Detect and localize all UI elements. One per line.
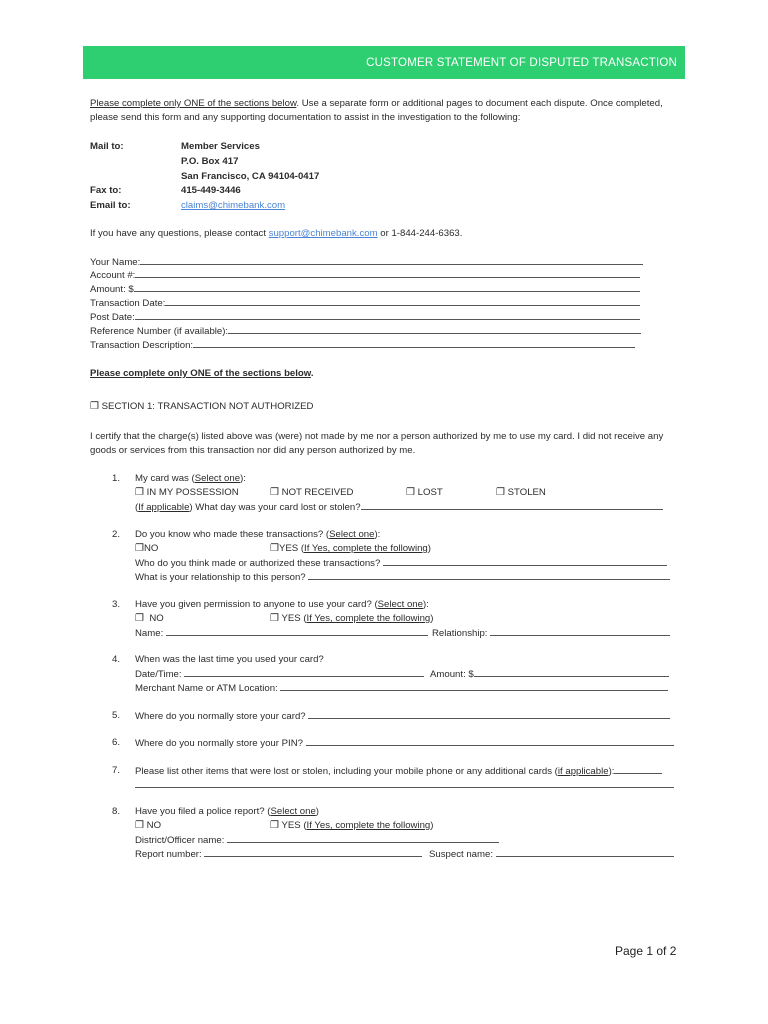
field-line[interactable]: [306, 736, 674, 746]
q1-option-stolen[interactable]: [496, 486, 546, 500]
q2-relationship-field[interactable]: [135, 570, 670, 585]
field-line[interactable]: [135, 778, 674, 788]
field-transaction-description[interactable]: [90, 338, 635, 353]
option-label: NO: [143, 543, 159, 554]
q8-district-field[interactable]: [135, 833, 499, 848]
field-label: What is your relationship to this person?: [135, 572, 306, 583]
page-number: Page 1 of 2: [615, 944, 677, 958]
q8-option-no[interactable]: [135, 819, 161, 833]
if-yes-note: If Yes, complete the following: [304, 543, 428, 554]
form-title-banner: [83, 46, 685, 79]
if-yes-note: If Yes, complete the following: [306, 820, 431, 831]
option-label: YES (: [278, 543, 305, 554]
checkbox-icon[interactable]: ❐: [270, 487, 279, 498]
mail-line-3: San Francisco, CA 94104-0417: [181, 171, 320, 182]
notice-period: .: [310, 368, 314, 379]
question-number: 5.: [112, 710, 121, 721]
checkbox-icon[interactable]: ❐: [135, 613, 144, 624]
field-line[interactable]: [165, 296, 640, 306]
form-title: CUSTOMER STATEMENT OF DISPUTED TRANSACTION: [366, 56, 677, 69]
intro-rest: . Use a separate form or additional pages to document each dispute. Once completed, please send this form and any supporting documentation to assist in the investigation to the following:: [90, 98, 663, 123]
if-yes-note: If Yes, complete the following: [306, 613, 431, 624]
field-line[interactable]: [134, 282, 640, 292]
option-label: NO: [149, 613, 164, 624]
field-line[interactable]: [308, 570, 670, 580]
field-label: Merchant Name or ATM Location:: [135, 683, 278, 694]
field-label: Date/Time:: [135, 669, 182, 680]
select-one-note: Select one: [270, 806, 316, 817]
sections-notice: [90, 367, 314, 381]
option-label: LOST: [417, 487, 443, 498]
q3-option-yes[interactable]: ❐ YES (If Yes, complete the following): [270, 613, 434, 624]
question-number: 2.: [112, 529, 121, 540]
q7-other-items-field[interactable]: Please list other items that were lost or stolen, including your mobile phone or any additional cards (if applicable):: [135, 764, 662, 779]
field-transaction-date[interactable]: [90, 296, 640, 311]
question-number: 6.: [112, 737, 121, 748]
q1-option-not-received[interactable]: [270, 486, 353, 500]
q2-suffix: ):: [374, 529, 381, 540]
field-line[interactable]: [227, 833, 499, 843]
q7-continuation-line[interactable]: [135, 778, 674, 793]
fax-label: Fax to:: [90, 185, 122, 196]
certification-text: I certify that the charge(s) listed above was (were) not made by me nor a person authorized by me to use my card. I did not receive any goods or services from this transaction nor did any person authorized by me.: [90, 431, 664, 456]
field-line[interactable]: [135, 310, 640, 320]
q3-name-field[interactable]: [135, 626, 428, 641]
field-label: Amount: $: [90, 284, 134, 295]
field-label: Where do you normally store your card?: [135, 711, 306, 722]
checkbox-icon[interactable]: ❐: [496, 487, 505, 498]
field-line[interactable]: [308, 709, 670, 719]
option-label: IN MY POSSESSION: [146, 487, 239, 498]
intro-paragraph: [90, 97, 670, 125]
q1-option-lost[interactable]: [406, 486, 443, 500]
field-label: Report number:: [135, 849, 202, 860]
q2-who-field[interactable]: [135, 556, 667, 571]
section-1-title: SECTION 1: TRANSACTION NOT AUTHORIZED: [101, 401, 314, 412]
mail-line-2: P.O. Box 417: [181, 156, 239, 167]
q1-option-in-possession[interactable]: [135, 486, 239, 500]
field-label: Your Name:: [90, 257, 141, 268]
field-label: Who do you think made or authorized these transactions?: [135, 558, 381, 569]
section-1-checkbox[interactable]: ❐: [90, 401, 99, 412]
notice-text: Please complete only ONE of the sections below: [90, 368, 311, 379]
select-one-note: Select one: [377, 599, 423, 610]
field-line[interactable]: [228, 324, 641, 334]
field-line[interactable]: [166, 626, 428, 636]
field-amount[interactable]: [90, 282, 640, 297]
field-label: Transaction Description:: [90, 340, 194, 351]
field-line[interactable]: [184, 667, 424, 677]
field-label: Transaction Date:: [90, 298, 166, 309]
mail-to-label: Mail to:: [90, 141, 124, 152]
question-number: 3.: [112, 599, 121, 610]
field-line[interactable]: [361, 500, 663, 510]
field-label: Amount: $: [430, 669, 474, 680]
questions-phone: or 1-844-244-6363.: [377, 228, 463, 239]
checkbox-icon[interactable]: ❐: [270, 613, 279, 624]
q4-text: When was the last time you used your card?: [135, 654, 324, 665]
checkbox-icon[interactable]: ❐: [270, 820, 279, 831]
field-line[interactable]: [204, 847, 422, 857]
q2-option-no[interactable]: [135, 542, 158, 556]
q4-merchant-field[interactable]: [135, 681, 668, 696]
mail-line-1: Member Services: [181, 141, 260, 152]
q1-prefix: My card was (: [135, 473, 195, 484]
option-label: STOLEN: [507, 487, 546, 498]
select-one-note: Select one: [194, 473, 241, 484]
field-label: Name:: [135, 628, 164, 639]
q4-amount-field[interactable]: [430, 667, 669, 682]
q4-datetime-field[interactable]: [135, 667, 424, 682]
field-line[interactable]: [490, 626, 670, 636]
intro-emphasis: Please complete only ONE of the sections below: [90, 98, 297, 109]
section-1-heading: [90, 400, 313, 414]
q3-prefix: Have you given permission to anyone to use your card? (: [135, 599, 378, 610]
q8-option-yes[interactable]: ❐ YES (If Yes, complete the following): [270, 820, 434, 831]
field-label: Please list other items that were lost or stolen, including your mobile phone or any additional cards (: [135, 766, 558, 777]
checkbox-icon[interactable]: ❐: [406, 487, 415, 498]
q3-text: [135, 598, 429, 612]
field-line[interactable]: [474, 667, 669, 677]
questions-text: If you have any questions, please contact: [90, 228, 269, 239]
field-label: Reference Number (if available):: [90, 326, 229, 337]
field-label: Relationship:: [432, 628, 488, 639]
email-label: Email to:: [90, 200, 131, 211]
q1-lost-date-field[interactable]: (If applicable) What day was your card lost or stolen?: [135, 500, 663, 515]
checkbox-icon[interactable]: ❐: [135, 543, 144, 554]
support-email-link[interactable]: support@chimebank.com: [268, 228, 378, 239]
option-label: YES (: [281, 820, 307, 831]
q3-suffix: ):: [422, 599, 429, 610]
checkbox-icon[interactable]: ❐: [135, 820, 144, 831]
option-label: NOT RECEIVED: [281, 487, 354, 498]
q2-option-yes[interactable]: ❐YES (If Yes, complete the following): [270, 543, 431, 554]
option-label: NO: [146, 820, 162, 831]
checkbox-icon[interactable]: ❐: [270, 543, 279, 554]
question-number: 7.: [112, 765, 121, 776]
option-label: YES (: [281, 613, 307, 624]
q2-text: [135, 528, 380, 542]
question-number: 4.: [112, 654, 121, 665]
q8-report-number-field[interactable]: [135, 847, 422, 862]
q3-option-no[interactable]: [135, 612, 164, 626]
contact-questions-line: [90, 227, 462, 241]
field-label: Post Date:: [90, 312, 135, 323]
q1-sub-text: ) What day was your card lost or stolen?: [189, 502, 361, 513]
field-label: Where do you normally store your PIN?: [135, 738, 303, 749]
field-reference-number[interactable]: [90, 324, 641, 339]
field-label: Account #:: [90, 270, 136, 281]
fax-number: 415-449-3446: [181, 185, 241, 196]
q1-text: [135, 472, 246, 486]
claims-email-link[interactable]: claims@chimebank.com: [181, 200, 286, 211]
if-applicable-note: if applicable: [557, 766, 609, 777]
q1-suffix: ):: [240, 473, 246, 484]
if-applicable-note: If applicable: [138, 502, 190, 513]
q6-pin-storage-field[interactable]: [135, 736, 674, 751]
field-line[interactable]: [496, 847, 674, 857]
field-line[interactable]: [383, 556, 667, 566]
q5-card-storage-field[interactable]: [135, 709, 670, 724]
question-number: 8.: [112, 806, 121, 817]
checkbox-icon[interactable]: ❐: [135, 487, 144, 498]
field-account[interactable]: [90, 268, 640, 283]
q2-prefix: Do you know who made these transactions? (: [135, 529, 330, 540]
q8-suspect-name-field[interactable]: [429, 847, 674, 862]
field-line[interactable]: [280, 681, 668, 691]
select-one-note: Select one: [329, 529, 375, 540]
field-line[interactable]: [614, 764, 662, 774]
q8-prefix: Have you filed a police report? (: [135, 806, 271, 817]
field-post-date[interactable]: [90, 310, 640, 325]
field-line[interactable]: [193, 338, 635, 348]
question-number: 1.: [112, 473, 121, 484]
q3-relationship-field[interactable]: [432, 626, 670, 641]
field-line[interactable]: [135, 268, 640, 278]
field-label: District/Officer name:: [135, 835, 225, 846]
q8-text: Have you filed a police report? (Select one): [135, 806, 319, 817]
field-label: Suspect name:: [429, 849, 493, 860]
field-line[interactable]: [140, 255, 643, 265]
